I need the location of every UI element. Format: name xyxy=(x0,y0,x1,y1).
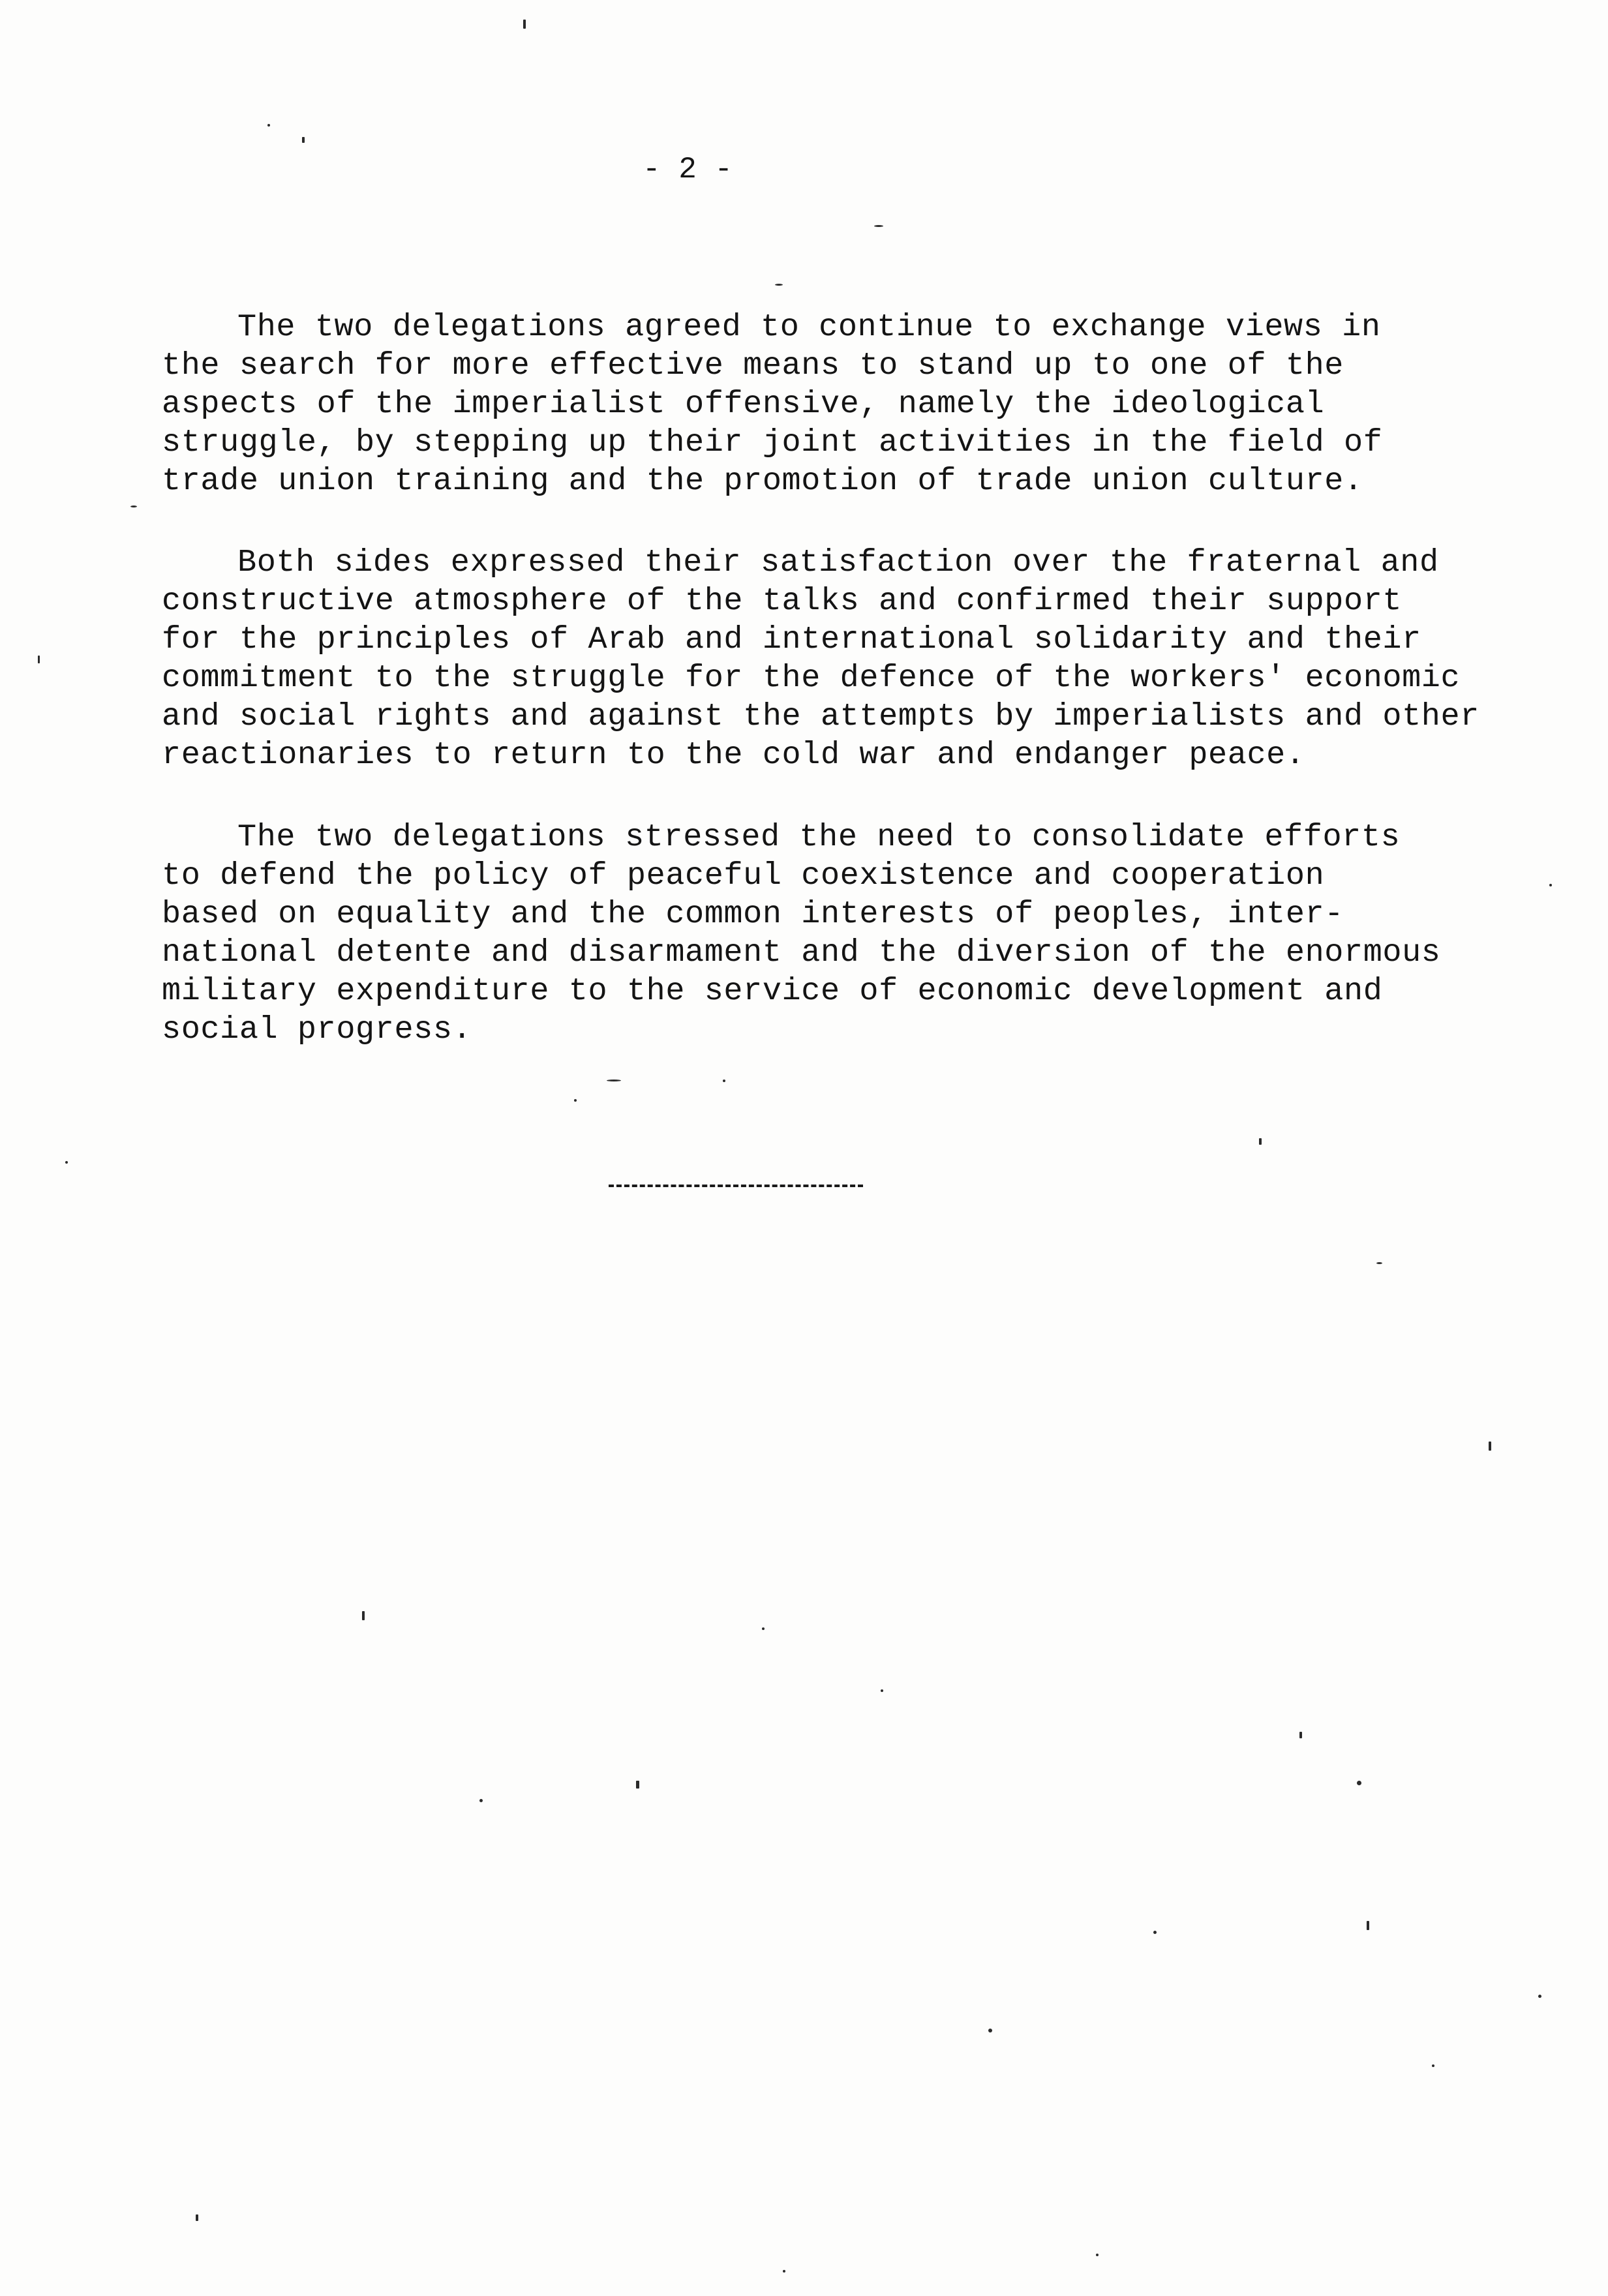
paragraph-line: aspects of the imperialist offensive, namely the ideological xyxy=(162,386,1325,422)
paragraph-line: commitment to the struggle for the defence of the workers' economic xyxy=(162,660,1461,696)
paragraph-line: struggle, by stepping up their joint activities in the field of xyxy=(162,425,1383,461)
paragraph-line: The two delegations agreed to continue to exchange views in xyxy=(237,309,1381,345)
paragraph-line: to defend the policy of peaceful coexistence and cooperation xyxy=(162,858,1325,894)
paragraph-line: trade union training and the promotion of trade union culture. xyxy=(162,463,1363,499)
paragraph-line: constructive atmosphere of the talks and confirmed their support xyxy=(162,583,1403,619)
page-number: - 2 - xyxy=(643,153,733,187)
paragraph-line: Both sides expressed their satisfaction over the fraternal and xyxy=(237,545,1439,581)
paragraph-line: based on equality and the common interests of peoples, inter- xyxy=(162,896,1344,932)
paragraph-line: reactionaries to return to the cold war and endanger peace. xyxy=(162,737,1305,773)
paragraph-line: and social rights and against the attempts by imperialists and other xyxy=(162,699,1479,734)
end-of-document-rule xyxy=(609,1185,863,1187)
paragraph-line: the search for more effective means to stand up to one of the xyxy=(162,348,1344,384)
paragraph-line: for the principles of Arab and international solidarity and their xyxy=(162,622,1421,657)
paragraph-line: military expenditure to the service of economic development and xyxy=(162,973,1383,1009)
paragraph-solidarity xyxy=(162,543,1506,774)
paragraph-line: The two delegations stressed the need to consolidate efforts xyxy=(237,819,1401,855)
paragraph-peaceful-coexistence xyxy=(162,818,1506,1049)
paragraph-training-cooperation xyxy=(162,308,1506,500)
paragraph-line: social progress. xyxy=(162,1012,472,1048)
paragraph-line: national detente and disarmament and the diversion of the enormous xyxy=(162,935,1441,971)
